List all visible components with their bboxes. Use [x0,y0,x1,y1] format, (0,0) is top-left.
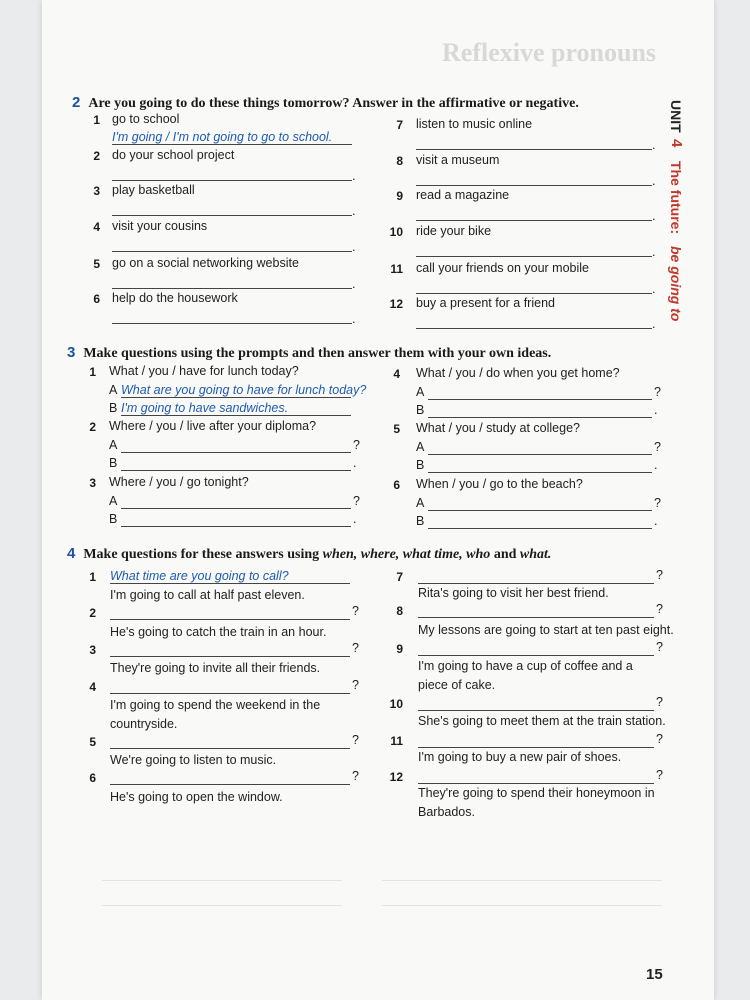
question-line[interactable] [110,784,350,785]
item-prompt: read a magazine [416,188,510,202]
item-number: 3 [93,184,100,198]
given-answer-cont: Barbados. [418,805,475,819]
answer-label-b: B [416,403,425,417]
question-mark: ? [352,678,359,692]
item-number: 1 [89,570,96,584]
given-answer: My lessons are going to start at ten past eight. [418,623,674,637]
answer-line[interactable] [112,251,352,252]
question-mark: ? [352,733,359,747]
item-prompt: What / you / study at college? [416,421,580,435]
answer-line[interactable] [416,256,652,257]
item-prompt: buy a present for a friend [416,296,555,310]
exercise-4-instruction [67,545,551,563]
question-mark: ? [353,438,360,452]
instruction-text: Are you going to do these things tomorrow? Answer in the affirmative or negative. [88,96,579,111]
item-number: 5 [393,422,400,436]
question-line[interactable] [418,583,654,584]
unit-topic-prefix: The future: [668,160,684,234]
unit-sidebar [660,90,712,340]
exercise-number: 3 [67,344,76,361]
given-answer: Rita's going to visit her best friend. [418,586,609,600]
instruction-text: and [493,547,517,562]
answer-line[interactable] [121,470,351,471]
full-stop: . [352,169,356,183]
full-stop: . [352,312,356,326]
item-prompt: go on a social networking website [112,256,299,270]
item-number: 4 [93,220,100,234]
item-prompt: What / you / have for lunch today? [109,364,299,378]
answer-line[interactable] [416,149,652,150]
question-line[interactable] [418,747,654,748]
ghost-line [382,905,662,906]
item-number: 9 [396,642,403,656]
item-prompt: visit a museum [416,153,500,167]
given-answer: I'm going to have a cup of coffee and a [418,659,633,673]
answer-label-a: A [109,438,118,452]
given-answer: She's going to meet them at the train station. [418,714,666,728]
full-stop: . [652,138,656,152]
answer-label-a: A [416,440,425,454]
answer-label-a: A [109,494,118,508]
item-number: 3 [89,476,96,490]
ghost-line [102,905,342,906]
item-number: 4 [393,367,400,381]
exercise-2-instruction [72,94,579,112]
item-prompt: What / you / do when you get home? [416,366,620,380]
question-line[interactable] [110,619,350,620]
answer-label-a: A [416,496,425,510]
full-stop: . [654,514,658,528]
answer-line[interactable] [121,415,351,416]
question-line[interactable] [428,399,652,400]
question-line[interactable] [121,508,351,509]
item-number: 8 [396,154,403,168]
question-mark: ? [352,604,359,618]
full-stop: . [652,282,656,296]
item-number: 1 [89,365,96,379]
answer-line[interactable] [416,293,652,294]
question-mark: ? [656,568,663,582]
instruction-keywords: when, where, what time, who [322,547,491,562]
answer-line[interactable] [112,180,352,181]
full-stop: . [352,204,356,218]
item-number: 8 [396,604,403,618]
ghost-line [102,880,342,881]
sample-answer: I'm going / I'm not going to go to school. [112,130,333,144]
instruction-keyword-last: what. [519,547,552,562]
full-stop: . [654,458,658,472]
full-stop: . [652,317,656,331]
unit-topic-emphasis: be going to [668,245,684,322]
item-prompt: do your school project [112,148,235,162]
answer-label-a: A [416,385,425,399]
question-mark: ? [654,440,661,454]
item-prompt: help do the housework [112,291,238,305]
question-mark: ? [353,494,360,508]
question-mark: ? [352,641,359,655]
given-answer: He's going to catch the train in an hour. [110,625,327,639]
item-prompt: ride your bike [416,224,492,238]
question-mark: ? [656,602,663,616]
answer-line[interactable] [121,526,351,527]
answer-line[interactable] [416,328,652,329]
item-number: 7 [396,570,403,584]
item-number: 1 [93,113,100,127]
item-number: 2 [93,149,100,163]
answer-label-b: B [109,456,118,470]
question-line[interactable] [110,693,350,694]
question-mark: ? [656,732,663,746]
item-number: 10 [389,697,403,711]
question-mark: ? [352,769,359,783]
item-prompt: visit your cousins [112,219,208,233]
given-answer: I'm going to buy a new pair of shoes. [418,750,622,764]
item-number: 12 [389,770,403,784]
question-mark: ? [654,496,661,510]
item-number: 6 [393,478,400,492]
question-mark: ? [656,695,663,709]
answer-line[interactable] [416,185,652,186]
question-line[interactable] [110,748,350,749]
answer-line[interactable] [428,417,652,418]
given-answer-cont: countryside. [110,717,178,731]
answer-line[interactable] [112,288,352,289]
question-mark: ? [654,385,661,399]
item-number: 5 [89,735,96,749]
question-line[interactable] [428,510,652,511]
question-mark: ? [656,768,663,782]
full-stop: . [352,240,356,254]
given-answer: They're going to spend their honeymoon in [418,786,655,800]
item-number: 4 [89,680,96,694]
answer-label-b: B [416,458,425,472]
question-line[interactable] [428,454,652,455]
full-stop: . [353,456,357,470]
answer-line[interactable] [112,323,352,324]
given-answer: We're going to listen to music. [110,753,277,767]
question-line[interactable] [110,656,350,657]
answer-line[interactable] [416,220,652,221]
answer-line[interactable] [112,215,352,216]
given-answer: They're going to invite all their friends. [110,661,321,675]
item-number: 11 [390,262,403,276]
item-number: 10 [389,225,403,239]
given-answer: I'm going to call at half past eleven. [110,588,305,602]
instruction-text: Make questions for these answers using [83,547,320,562]
item-number: 6 [93,292,100,306]
item-number: 7 [396,118,403,132]
instruction-text: Make questions using the prompts and then answer them with your own ideas. [83,346,552,361]
item-prompt: play basketball [112,183,195,197]
full-stop: . [654,403,658,417]
full-stop: . [353,512,357,526]
full-stop: . [352,277,356,291]
question-line[interactable] [418,710,654,711]
sample-question: What time are you going to call? [110,569,289,583]
item-prompt: Where / you / go tonight? [109,475,249,489]
answer-line[interactable] [428,472,652,473]
item-number: 9 [396,189,403,203]
full-stop: . [652,245,656,259]
question-line[interactable] [110,583,350,584]
item-prompt: go to school [112,112,180,126]
exercise-number: 4 [67,545,76,562]
given-answer: I'm going to spend the weekend in the [110,698,321,712]
question-mark: ? [656,640,663,654]
answer-label-b: B [416,514,425,528]
answer-label-a: A [109,383,118,397]
item-number: 3 [89,643,96,657]
item-number: 2 [89,420,96,434]
answer-line[interactable] [112,144,352,145]
item-number: 6 [89,771,96,785]
given-answer: He's going to open the window. [110,790,283,804]
ghost-line [382,880,662,881]
full-stop: . [652,209,656,223]
item-number: 11 [390,734,403,748]
unit-number: 4 [668,138,685,147]
answer-label-b: B [109,401,118,415]
exercise-3-instruction [67,344,551,362]
item-prompt: Where / you / live after your diploma? [109,419,317,433]
answer-line[interactable] [428,528,652,529]
item-number: 5 [93,257,100,271]
item-number: 2 [89,606,96,620]
question-line[interactable] [418,783,654,784]
question-line[interactable] [418,655,654,656]
ghost-page-title: Reflexive pronouns [442,38,657,67]
item-prompt: call your friends on your mobile [416,261,589,275]
item-prompt: When / you / go to the beach? [416,477,583,491]
given-answer-cont: piece of cake. [418,678,496,692]
sample-question: What are you going to have for lunch today? [121,383,367,397]
unit-label: UNIT [668,100,684,133]
exercise-number: 2 [72,94,81,111]
item-prompt: listen to music online [416,117,533,131]
full-stop: . [652,174,656,188]
page-number: 15 [646,966,663,983]
question-line[interactable] [121,397,351,398]
sample-answer: I'm going to have sandwiches. [121,401,289,415]
question-line[interactable] [418,617,654,618]
item-number: 12 [389,297,403,311]
answer-label-b: B [109,512,118,526]
question-line[interactable] [121,452,351,453]
